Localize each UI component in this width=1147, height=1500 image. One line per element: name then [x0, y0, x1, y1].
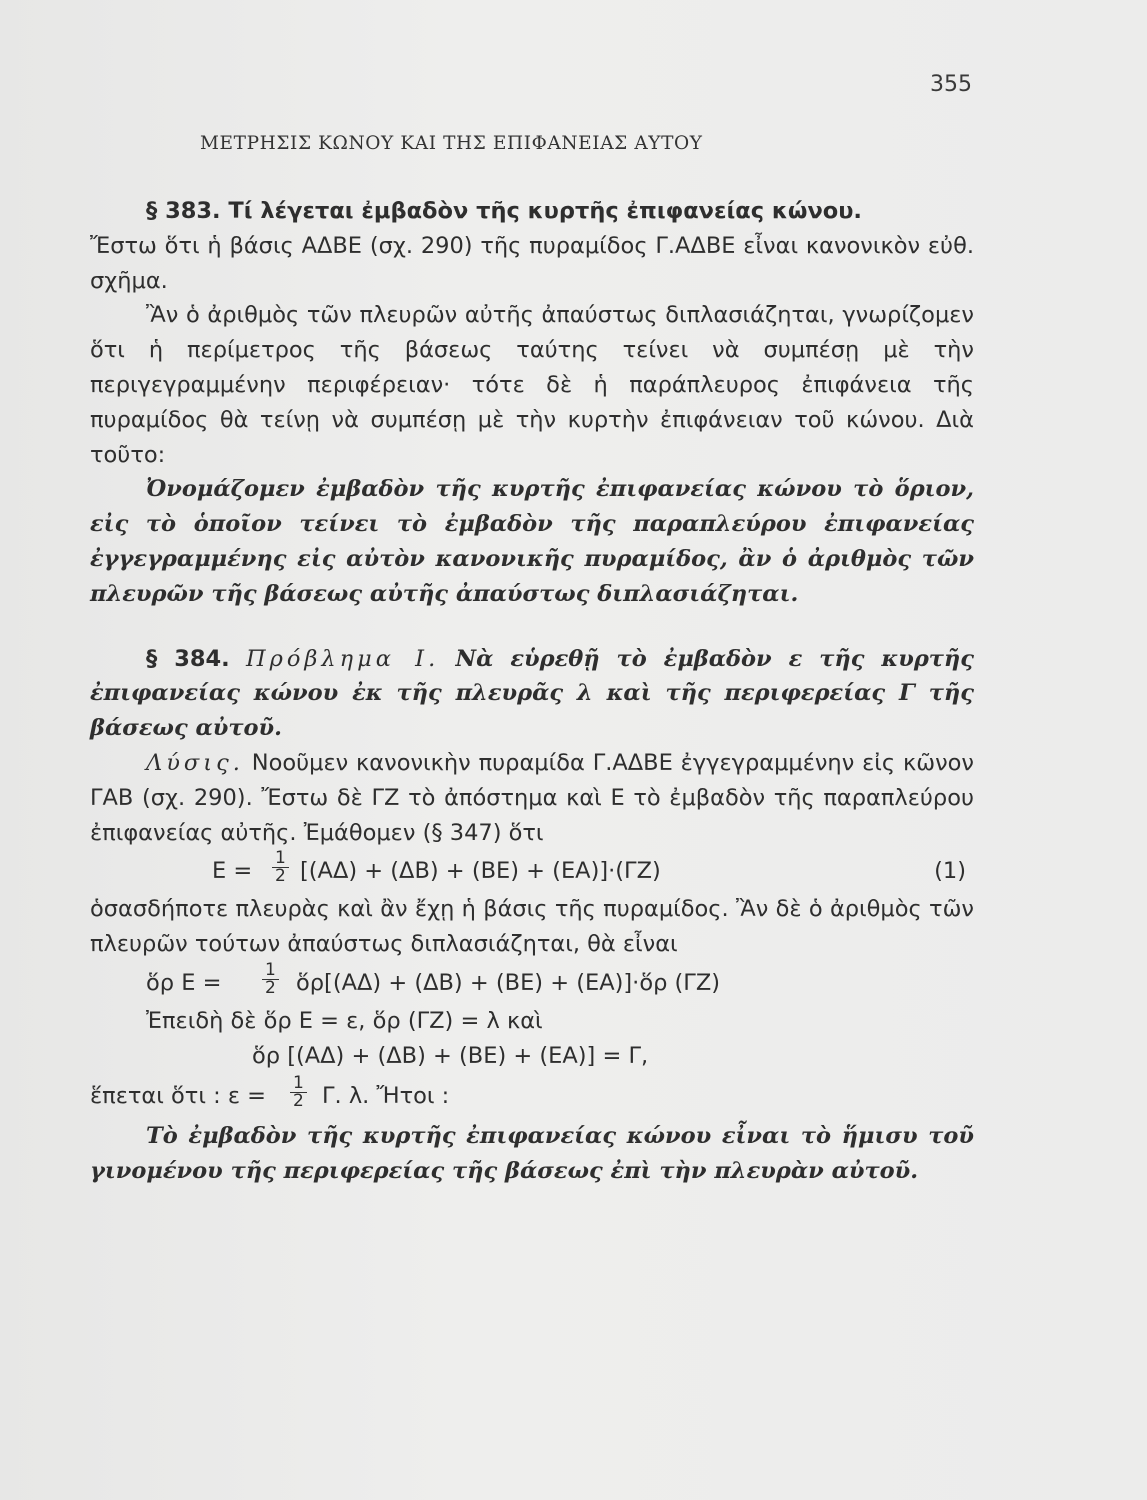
definition-paragraph: Ὀνομάζομεν ἐμβαδὸν τῆς κυρτῆς ἐπιφανείας κώνου τὸ ὅριον, εἰς τὸ ὁποῖον τείνει τὸ ἐμβαδὸν τῆς παραπλεύρου ἐπιφανείας ἐγγεγραμμένης εἰς αὐτὸν κανονικῆς πυραμίδος, ἂν ὁ ἀριθμὸς τῶν πλευρῶν τῆς βάσεως αὐτῆς ἀπαύστως διπλασιάζηται. — [90, 476, 974, 607]
conclusion-paragraph: Τὸ ἐμβαδὸν τῆς κυρτῆς ἐπιφανείας κώνου εἶναι τὸ ἥμισυ τοῦ γινομένου τῆς περιφερείας τῆς βάσεως ἐπὶ τὴν πλευρὰν αὐτοῦ. — [90, 1122, 974, 1184]
fraction-half-2: $\frac{1}{2}$ — [262, 962, 279, 997]
page-number: 355 — [930, 72, 972, 97]
section-383-paragraph-2: Ἂν ὁ ἀριθμὸς τῶν πλευρῶν αὐτῆς ἀπαύστως διπλασιάζηται, γνωρίζομεν ὅτι ἡ περίμετρος τῆς βάσεως ταύτης τείνει νὰ συμπέσῃ μὲ τὴν περιγεγραμμένην περιφέρειαν· τότε δὲ ἡ παράπλευρος ἐπιφάνεια τῆς πυραμίδος θὰ τείνῃ νὰ συμπέσῃ μὲ τὴν κυρτὴν ἐπιφάνειαν τοῦ κώνου. Διὰ τοῦτο: — [90, 302, 974, 468]
equation-1-rhs: [(ΑΔ) + (ΔΒ) + (ΒΕ) + (ΕΑ)]·(ΓΖ) — [300, 858, 661, 885]
equation-2-lhs: ὅρ Ε = — [146, 969, 222, 996]
equation-1-lhs: Ε = — [212, 858, 253, 885]
solution-paragraph — [90, 746, 974, 850]
follows-lhs: ἕπεται ὅτι : ε = — [90, 1082, 266, 1109]
running-head: ΜΕΤΡΗΣΙΣ ΚΩΝΟΥ ΚΑΙ ΤΗΣ ΕΠΙΦΑΝΕΙΑΣ ΑΥΤΟΥ — [200, 133, 703, 154]
section-384-number: § 384. — [146, 645, 230, 672]
problem-text: Νὰ εὑρεθῇ τὸ ἐμβαδὸν ε τῆς κυρτῆς ἐπιφανείας κώνου ἐκ τῆς πλευρᾶς λ καὶ τῆς περιφερείας Γ τῆς βάσεως αὐτοῦ. — [90, 645, 974, 742]
equation-1 — [90, 850, 974, 892]
section-383-heading: § 383. Τί λέγεται ἐμβαδὸν τῆς κυρτῆς ἐπιφανείας κώνου. — [146, 198, 862, 224]
equation-1-number: (1) — [934, 858, 966, 885]
since-line: Ἐπειδὴ δὲ ὅρ Ε = ε, ὅρ (ΓΖ) = λ καὶ — [146, 1007, 543, 1034]
solution-text: Νοοῦμεν κανονικὴν πυραμίδα Γ.ΑΔΒΕ ἐγγεγραμμένην εἰς κῶνον ΓΑΒ (σχ. 290). Ἔστω δὲ ΓΖ τὸ ἀπόστημα καὶ Ε τὸ ἐμβαδὸν τῆς παραπλεύρου ἐπιφανείας αὐτῆς. Ἐμάθομεν (§ 347) ὅτι — [90, 749, 974, 846]
equation-2 — [90, 959, 974, 1004]
equation-3-text: ὅρ [(ΑΔ) + (ΔΒ) + (ΒΕ) + (ΕΑ)] = Γ, — [252, 1042, 649, 1069]
section-383-paragraph-1: Ἔστω ὅτι ἡ βάσις ΑΔΒΕ (σχ. 290) τῆς πυραμίδος Γ.ΑΔΒΕ εἶναι κανονικὸν εὐθ. σχῆμα. — [90, 232, 974, 294]
equation-3 — [90, 1039, 974, 1075]
fraction-half: $\frac{1}{2}$ — [272, 850, 289, 885]
follows-line — [90, 1072, 974, 1117]
equation-2-rhs: ὅρ[(ΑΔ) + (ΔΒ) + (ΒΕ) + (ΕΑ)]·ὅρ (ΓΖ) — [296, 969, 721, 996]
paragraph-after-equation-1: ὁσασδήποτε πλευρὰς καὶ ἂν ἔχῃ ἡ βάσις τῆς πυραμίδος. Ἂν δὲ ὁ ἀριθμὸς τῶν πλευρῶν τούτων ἀπαύστως διπλασιάζηται, θὰ εἶναι — [90, 896, 974, 958]
section-384-statement — [90, 642, 974, 746]
fraction-half-3: $\frac{1}{2}$ — [290, 1075, 307, 1110]
solution-label: Λύσις. — [146, 749, 244, 776]
problem-label: Πρόβλημα Ι. — [245, 645, 440, 672]
page-body — [90, 194, 974, 1188]
follows-rhs: Γ. λ. Ἤτοι : — [322, 1082, 450, 1109]
